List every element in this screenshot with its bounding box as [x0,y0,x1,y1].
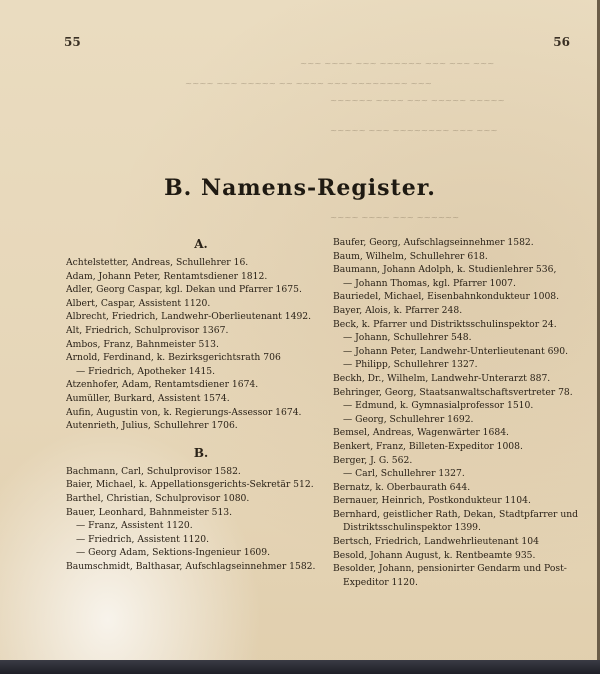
register-entry: Besolder, Johann, pensionirter Gendarm und Post- [333,563,567,575]
register-entry: Alt, Friedrich, Schulprovisor 1367. [66,324,229,336]
left-column [66,236,336,573]
section-letter-b: B. [193,445,209,460]
register-entry: Atzenhofer, Adam, Rentamtsdiener 1674. [66,379,259,391]
register-entry: Baum, Wilhelm, Schullehrer 618. [333,250,488,262]
register-entry: Autenrieth, Julius, Schullehrer 1706. [66,420,238,432]
register-entry: Aufin, Augustin von, k. Regierungs-Assessor 1674. [66,406,302,418]
register-entry: Bemsel, Andreas, Wagenwärter 1684. [333,427,509,439]
register-entry: — Carl, Schullehrer 1327. [343,468,465,480]
register-entry: — Johann Peter, Landwehr-Unterlieutenant 690. [343,345,569,357]
register-entry: Adam, Johann Peter, Rentamtsdiener 1812. [66,270,268,282]
register-entry: Baumann, Johann Adolph, k. Studienlehrer 536, [333,264,557,276]
register-entry: Bauer, Leonhard, Bahnmeister 513. [66,506,233,518]
register-entry: Baumschmidt, Balthasar, Aufschlagseinnehmer 1582. [66,560,316,572]
register-entry: Baufer, Georg, Aufschlagseinnehmer 1582. [333,237,534,248]
section-letter-a: A. [194,237,208,251]
register-entry: Besold, Johann August, k. Rentbeamte 935. [333,549,536,561]
register-entry: Aumüller, Burkard, Assistent 1574. [66,392,230,404]
bleed-through-text: ~~~~ ~~~ ~~~~~ ~~ ~~~~ ~~~ ~~~~~~~~ ~~~ [185,79,432,89]
register-entry: Arnold, Ferdinand, k. Bezirksgerichtsrath 706 [66,352,281,364]
register-entry: Adler, Georg Caspar, kgl. Dekan und Pfarrer 1675. [66,284,302,296]
register-entry: Bernauer, Heinrich, Postkondukteur 1104. [333,495,531,507]
register-entry: — Georg, Schullehrer 1692. [343,413,474,425]
register-entry: Baier, Michael, k. Appellationsgerichts-Sekretär 512. [66,479,314,491]
register-entry: Bayer, Alois, k. Pfarrer 248. [333,304,463,316]
register-title: B. Namens-Register. [164,175,436,201]
register-entry: — Franz, Assistent 1120. [76,520,193,532]
register-entry: — Johann Thomas, kgl. Pfarrer 1007. [343,277,516,289]
register-entry: Behringer, Georg, Staatsanwaltschaftsvertreter 78. [333,386,573,398]
bleed-through-text: ~~~ ~~~~ ~~~ ~~~~~~ ~~~ ~~~ ~~~ [300,59,495,69]
register-entry: Bernatz, k. Oberbaurath 644. [333,481,471,493]
register-entry: Achtelstetter, Andreas, Schullehrer 16. [66,257,249,268]
register-entry: Albert, Caspar, Assistent 1120. [66,297,211,309]
register-entry: — Johann, Schullehrer 548. [343,332,472,344]
register-entry: Bachmann, Carl, Schulprovisor 1582. [66,465,241,477]
register-entry: — Friedrich, Apotheker 1415. [76,365,216,377]
register-entry: Bernhard, geistlicher Rath, Dekan, Stadtpfarrer und [333,508,579,520]
register-entry: Beckh, Dr., Wilhelm, Landwehr-Unterarzt 887. [333,372,551,384]
bleed-through-text: ~~~~ ~~~~ ~~~ ~~~~~~ [330,213,460,223]
page-number-right: 56 [553,35,570,49]
register-entry: — Philipp, Schullehrer 1327. [343,359,478,371]
register-entry: Bertsch, Friedrich, Landwehrlieutenant 104 [333,536,539,548]
register-entry: Berger, J. G. 562. [333,454,413,466]
register-entry: — Georg Adam, Sektions-Ingenieur 1609. [76,547,271,559]
register-entry: — Friedrich, Assistent 1120. [76,533,210,545]
register-entry: Distriktsschulinspektor 1399. [343,522,481,534]
bleed-through-text: ~~~~~~ ~~~~ ~~~ ~~~~~ ~~~~~ [330,96,505,106]
register-entry: Ambos, Franz, Bahnmeister 513. [66,338,219,350]
register-entry: Albrecht, Friedrich, Landwehr-Oberlieutenant 1492. [66,311,312,323]
register-entry: Beck, k. Pfarrer und Distriktsschulinspektor 24. [333,318,557,330]
scanner-border [0,660,600,674]
register-entry: Barthel, Christian, Schulprovisor 1080. [66,492,250,504]
register-entry: Benkert, Franz, Billeten-Expeditor 1008. [333,440,523,452]
register-entry: — Edmund, k. Gymnasialprofessor 1510. [343,400,534,412]
right-column [333,236,600,589]
page-number-left: 55 [64,35,81,49]
bleed-through-text: ~~~~~ ~~~ ~~~~~~~~ ~~~ ~~~ [330,126,498,136]
register-entry: Bauriedel, Michael, Eisenbahnkondukteur 1008. [333,291,560,303]
register-entry: Expeditor 1120. [343,576,418,588]
